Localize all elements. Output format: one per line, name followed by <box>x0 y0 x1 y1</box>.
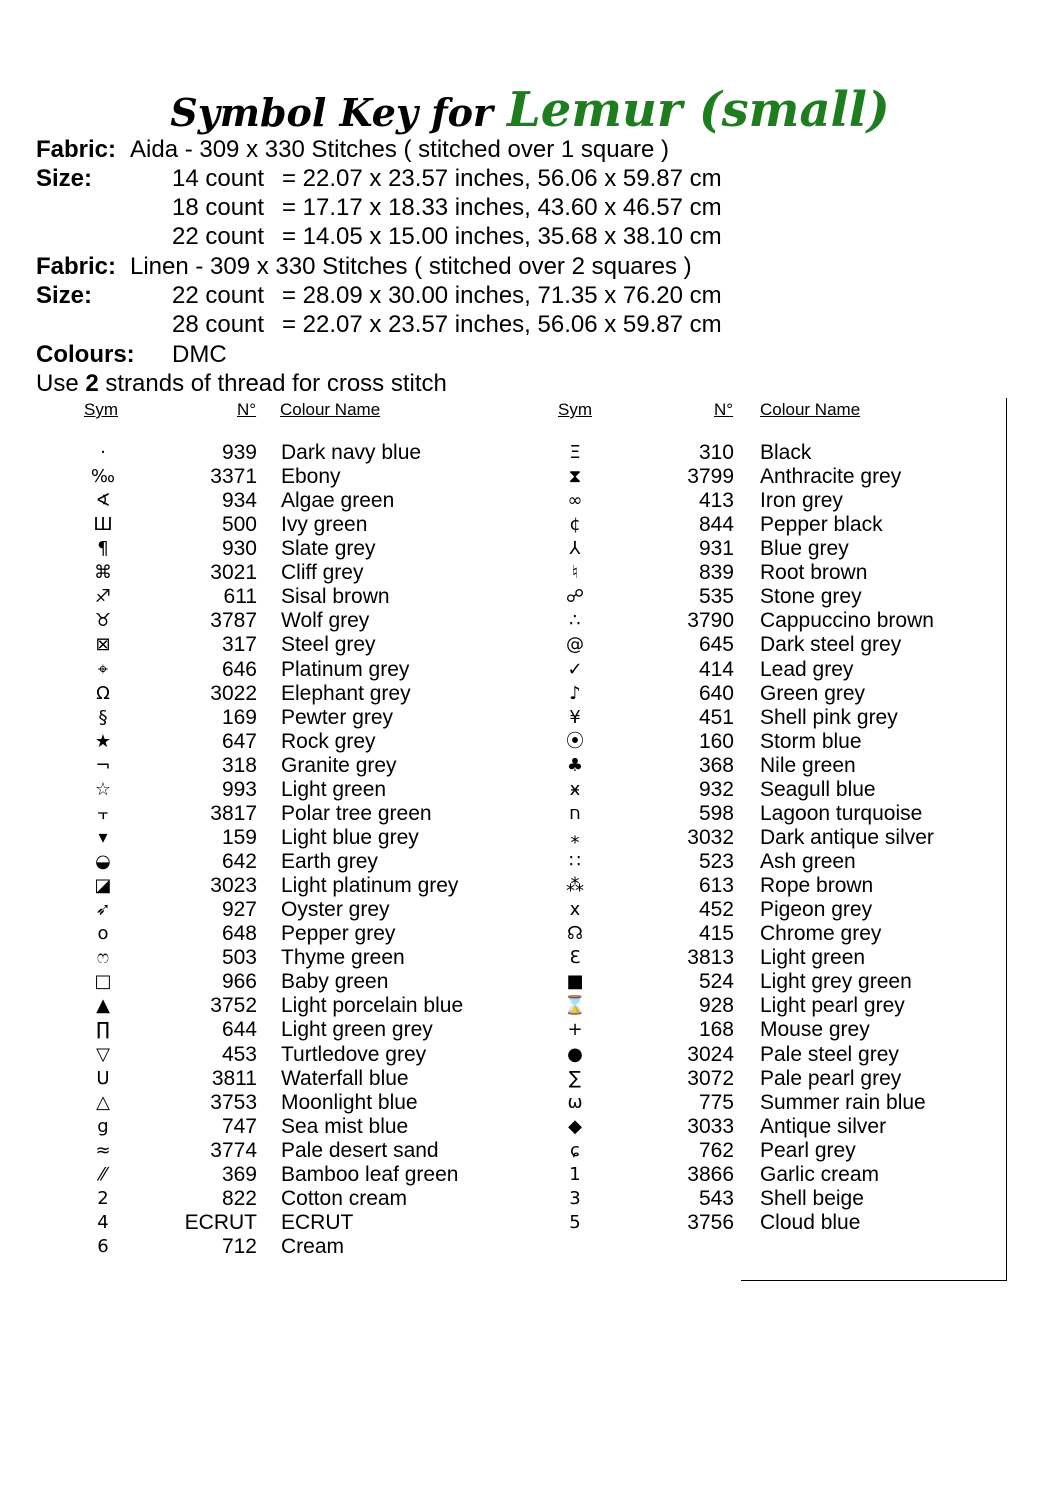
colour-name: Black <box>760 441 812 464</box>
header-sym-left: Sym <box>84 400 118 419</box>
dmc-number: 3799 <box>687 465 734 489</box>
dmc-number: 844 <box>698 513 734 537</box>
dmc-number: 169 <box>221 705 257 729</box>
colour-name: Ebony <box>281 465 341 489</box>
symbol-glyph: ♐ <box>94 586 112 608</box>
symbol-glyph: ‰ <box>90 466 116 488</box>
colour-name: Pewter grey <box>281 705 394 729</box>
dmc-number: 931 <box>698 537 734 561</box>
colour-name: Lead grey <box>760 657 854 681</box>
size-count: 28 count <box>172 311 265 338</box>
table-row <box>0 682 1060 706</box>
linen-fabric-text: Linen - 309 x 330 Stitches ( stitched over 2 squares ) <box>130 253 692 280</box>
colour-name: Anthracite grey <box>760 465 902 489</box>
dmc-number: 3787 <box>210 609 257 633</box>
dmc-number: 613 <box>698 874 734 898</box>
colour-name: Root brown <box>760 561 868 585</box>
dmc-number: 543 <box>698 1186 734 1210</box>
colour-name: Mouse grey <box>760 1018 870 1042</box>
size-count: 14 count <box>172 165 265 192</box>
colour-name: Pale steel grey <box>760 1042 899 1066</box>
colour-name: Baby green <box>281 970 389 994</box>
symbol-glyph: x <box>569 899 581 921</box>
colour-name: Light green <box>760 946 866 970</box>
table-row <box>0 778 1060 802</box>
symbol-glyph: ¶ <box>97 538 109 560</box>
symbol-glyph: 1 <box>569 1163 581 1185</box>
table-row <box>0 441 1060 465</box>
colour-name: Light green <box>281 777 387 801</box>
dmc-number: 747 <box>221 1114 257 1138</box>
right-border-line <box>1006 398 1007 1280</box>
fabric-label: Fabric: <box>36 136 117 163</box>
symbol-glyph: ¥ <box>569 706 581 728</box>
symbol-glyph: ■ <box>566 971 584 993</box>
strands-count: 2 <box>85 370 99 397</box>
symbol-glyph: ∞ <box>567 490 583 512</box>
symbol-glyph: 6 <box>97 1235 109 1257</box>
dmc-number: 500 <box>221 513 257 537</box>
colour-name: Garlic cream <box>760 1162 880 1186</box>
dmc-number: 3023 <box>210 874 257 898</box>
dmc-number: 927 <box>221 898 257 922</box>
colour-name: Shell pink grey <box>760 705 898 729</box>
dmc-number: 3022 <box>210 681 257 705</box>
symbol-glyph: ➶ <box>95 899 111 921</box>
colour-name: Algae green <box>281 489 395 513</box>
dmc-number: 930 <box>221 537 257 561</box>
table-row <box>0 1115 1060 1139</box>
symbol-glyph: o <box>97 923 109 945</box>
size-label: Size: <box>36 282 93 309</box>
symbol-glyph: ⁄⁄ <box>99 1163 106 1185</box>
symbol-glyph: 5 <box>569 1211 581 1233</box>
symbol-glyph: △ <box>96 1091 110 1113</box>
table-row <box>0 826 1060 850</box>
colour-name: Slate grey <box>281 537 376 561</box>
colour-name: Earth grey <box>281 850 378 874</box>
dmc-number: 160 <box>698 729 734 753</box>
symbol-glyph: + <box>567 1019 583 1041</box>
colour-name: Cotton cream <box>281 1186 408 1210</box>
dmc-number: 3817 <box>210 801 257 825</box>
symbol-glyph: ★ <box>94 730 112 752</box>
dmc-number: 168 <box>698 1018 734 1042</box>
symbol-glyph: ⅄ <box>569 538 581 560</box>
dmc-number: 3032 <box>687 825 734 849</box>
symbol-glyph: ♮ <box>571 562 579 584</box>
symbol-glyph: 3 <box>569 1187 581 1209</box>
colour-name: Light platinum grey <box>281 874 459 898</box>
colour-name: Rope brown <box>760 874 874 898</box>
colour-name: Chrome grey <box>760 922 882 946</box>
symbol-glyph: ≈ <box>95 1139 111 1161</box>
size-dims: = 14.05 x 15.00 inches, 35.68 x 38.10 cm <box>282 223 722 250</box>
dmc-number: 3756 <box>687 1210 734 1234</box>
strands-post: strands of thread for cross stitch <box>98 370 447 397</box>
symbol-glyph: ⁎ <box>570 826 580 848</box>
symbol-glyph: ∑ <box>568 1067 582 1089</box>
dmc-number: 523 <box>698 850 734 874</box>
colour-name: Pigeon grey <box>760 898 873 922</box>
dmc-number: 839 <box>698 561 734 585</box>
table-row <box>0 1018 1060 1042</box>
colour-name: Sisal brown <box>281 585 390 609</box>
dmc-number: 966 <box>221 970 257 994</box>
colour-name: Cliff grey <box>281 561 364 585</box>
symbol-glyph: ∴ <box>569 610 581 632</box>
symbol-glyph: ⧗ <box>568 466 582 488</box>
colour-name: Light porcelain blue <box>281 994 464 1018</box>
table-row <box>0 874 1060 898</box>
colour-name: Granite grey <box>281 753 397 777</box>
symbol-glyph: Ξ <box>569 442 581 463</box>
colour-name: Steel grey <box>281 633 376 657</box>
aida-fabric-text: Aida - 309 x 330 Stitches ( stitched over 1 square ) <box>130 136 669 163</box>
size-dims: = 22.07 x 23.57 inches, 56.06 x 59.87 cm <box>282 311 722 338</box>
aida-fabric-line <box>36 135 669 164</box>
dmc-number: 535 <box>698 585 734 609</box>
dmc-number: 310 <box>698 441 734 464</box>
dmc-number: 928 <box>698 994 734 1018</box>
colour-name: Wolf grey <box>281 609 370 633</box>
dmc-number: 762 <box>698 1138 734 1162</box>
table-row <box>0 537 1060 561</box>
symbol-glyph: ◪ <box>94 875 112 897</box>
fabric-label: Fabric: <box>36 253 117 280</box>
symbol-glyph: ✓ <box>567 658 583 680</box>
symbol-glyph: ∷ <box>569 851 581 873</box>
symbol-glyph: ☍ <box>565 586 585 608</box>
dmc-number: 598 <box>698 801 734 825</box>
colour-name: Shell beige <box>760 1186 864 1210</box>
dmc-number: 3813 <box>687 946 734 970</box>
dmc-number: 524 <box>698 970 734 994</box>
colour-name: Storm blue <box>760 729 862 753</box>
dmc-number: 453 <box>221 1042 257 1066</box>
symbol-glyph: ∏ <box>96 1019 110 1041</box>
colour-name: Moonlight blue <box>281 1090 418 1114</box>
colour-name: Dark antique silver <box>760 825 934 849</box>
dmc-number: 368 <box>698 753 734 777</box>
colour-name: Dark navy blue <box>281 441 422 464</box>
symbol-glyph: 2 <box>97 1187 109 1209</box>
symbol-glyph: ☊ <box>567 923 583 945</box>
bottom-border-line <box>741 1280 1007 1281</box>
colour-name: Cappuccino brown <box>760 609 934 633</box>
size-count: 22 count <box>172 223 265 250</box>
symbol-glyph: ⊠ <box>95 634 111 656</box>
colour-name: Ivy green <box>281 513 368 537</box>
colour-name: Light green grey <box>281 1018 433 1042</box>
header-num-left: N° <box>237 400 257 419</box>
symbol-glyph: ෆ <box>96 947 110 969</box>
table-row <box>0 1235 1060 1259</box>
symbol-glyph: · <box>100 442 106 463</box>
colour-name: Pale pearl grey <box>760 1066 902 1090</box>
dmc-number: 369 <box>221 1162 257 1186</box>
symbol-glyph: § <box>98 706 108 728</box>
colour-name: Elephant grey <box>281 681 411 705</box>
dmc-number: 415 <box>698 922 734 946</box>
linen-size-line-1 <box>36 281 722 310</box>
dmc-number: 3774 <box>210 1138 257 1162</box>
header-num-right: N° <box>714 400 734 419</box>
dmc-number: 3752 <box>210 994 257 1018</box>
symbol-glyph: ⌖ <box>97 658 109 680</box>
dmc-number: 3371 <box>210 465 257 489</box>
size-dims: = 17.17 x 18.33 inches, 43.60 x 46.57 cm <box>282 194 722 221</box>
table-row <box>0 730 1060 754</box>
strands-pre: Use <box>36 370 86 397</box>
title-prefix: Symbol Key for <box>170 90 493 135</box>
size-count: 22 count <box>172 282 265 309</box>
pattern-name: Lemur (small) <box>506 82 890 138</box>
symbol-glyph: Ω <box>96 682 110 704</box>
table-row <box>0 633 1060 657</box>
symbol-glyph: ח <box>569 802 581 824</box>
size-dims: = 28.09 x 30.00 inches, 71.35 x 76.20 cm <box>282 282 722 309</box>
table-row <box>0 513 1060 537</box>
symbol-glyph: ◆ <box>568 1115 582 1137</box>
symbol-glyph: ɕ <box>570 1139 580 1161</box>
symbol-glyph: ⫟ <box>97 802 109 824</box>
dmc-number: 939 <box>221 441 257 464</box>
colour-name: Polar tree green <box>281 801 432 825</box>
dmc-number: 413 <box>698 489 734 513</box>
dmc-number: 934 <box>221 489 257 513</box>
dmc-number: 3866 <box>687 1162 734 1186</box>
symbol-glyph: ¬ <box>95 754 111 776</box>
colour-name: Pale desert sand <box>281 1138 439 1162</box>
dmc-number: 775 <box>698 1090 734 1114</box>
symbol-glyph: ⦿ <box>566 730 584 752</box>
colour-name: Dark steel grey <box>760 633 902 657</box>
symbol-glyph: □ <box>94 971 112 993</box>
symbol-glyph: ⌘ <box>94 562 112 584</box>
dmc-number: 3753 <box>210 1090 257 1114</box>
table-row <box>0 585 1060 609</box>
colour-name: Light blue grey <box>281 825 419 849</box>
colour-name: Blue grey <box>760 537 849 561</box>
symbol-glyph: ¢ <box>569 514 581 536</box>
table-row <box>0 1139 1060 1163</box>
dmc-number: 159 <box>221 825 257 849</box>
colour-name: Cream <box>281 1234 345 1258</box>
header-sym-right: Sym <box>558 400 592 419</box>
colour-name: Waterfall blue <box>281 1066 409 1090</box>
colour-name: Oyster grey <box>281 898 390 922</box>
dmc-number: 3021 <box>210 561 257 585</box>
table-row <box>0 706 1060 730</box>
symbol-glyph: Ս <box>96 1067 110 1089</box>
symbol-glyph: ▲ <box>96 995 110 1017</box>
dmc-number: 317 <box>221 633 257 657</box>
colour-name: Sea mist blue <box>281 1114 409 1138</box>
dmc-number: 644 <box>221 1018 257 1042</box>
symbol-glyph: ▾ <box>98 826 108 848</box>
colour-name: ECRUT <box>281 1210 354 1234</box>
size-count: 18 count <box>172 194 265 221</box>
symbol-glyph: 4 <box>97 1211 109 1233</box>
dmc-number: 611 <box>223 585 257 609</box>
symbol-glyph: ӿ <box>569 778 581 800</box>
colour-name: Pepper black <box>760 513 883 537</box>
dmc-number: 414 <box>698 657 734 681</box>
symbol-glyph: ♪ <box>569 682 581 704</box>
dmc-number: 642 <box>221 850 257 874</box>
table-row <box>0 946 1060 970</box>
colour-name: Pepper grey <box>281 922 396 946</box>
table-row <box>0 489 1060 513</box>
dmc-number: 3072 <box>687 1066 734 1090</box>
colour-name: Pearl grey <box>760 1138 856 1162</box>
dmc-number: 452 <box>698 898 734 922</box>
colour-name: Rock grey <box>281 729 376 753</box>
colour-name: Lagoon turquoise <box>760 801 923 825</box>
symbol-glyph: ♉ <box>94 610 112 632</box>
symbol-glyph: @ <box>566 634 584 656</box>
dmc-number: 932 <box>698 777 734 801</box>
dmc-number: 503 <box>221 946 257 970</box>
symbol-glyph: ♣ <box>566 754 584 776</box>
size-label: Size: <box>36 165 93 192</box>
table-row <box>0 754 1060 778</box>
symbol-glyph: ⌛ <box>563 995 587 1017</box>
symbol-glyph: ω <box>567 1091 583 1113</box>
table-row <box>0 1187 1060 1211</box>
colour-name: Stone grey <box>760 585 862 609</box>
table-row <box>0 994 1060 1018</box>
header-name-left: Colour Name <box>280 400 381 419</box>
dmc-number: 3811 <box>211 1066 257 1090</box>
symbol-glyph: ● <box>567 1043 583 1065</box>
dmc-number: 3033 <box>687 1114 734 1138</box>
symbol-glyph: ⁂ <box>566 875 584 897</box>
dmc-number: 3790 <box>687 609 734 633</box>
colour-name: Light pearl grey <box>760 994 905 1018</box>
symbol-glyph: ☆ <box>94 778 112 800</box>
size-dims: = 22.07 x 23.57 inches, 56.06 x 59.87 cm <box>282 165 722 192</box>
colours-value: DMC <box>172 341 227 368</box>
table-row <box>0 850 1060 874</box>
colour-name: Platinum grey <box>281 657 410 681</box>
dmc-number: 648 <box>221 922 257 946</box>
header-name-right: Colour Name <box>760 400 861 419</box>
colour-name: Nile green <box>760 753 856 777</box>
symbol-glyph: ∢ <box>95 490 111 512</box>
table-row <box>0 970 1060 994</box>
dmc-number: 640 <box>698 681 734 705</box>
dmc-number: 993 <box>221 777 257 801</box>
dmc-number: 3024 <box>687 1042 734 1066</box>
dmc-number: 645 <box>698 633 734 657</box>
dmc-number: ECRUT <box>184 1210 257 1234</box>
strands-line <box>36 369 447 398</box>
symbol-glyph: ◒ <box>95 851 111 873</box>
colour-name: Turtledove grey <box>281 1042 427 1066</box>
table-row <box>0 658 1060 682</box>
colours-line <box>36 340 227 369</box>
dmc-number: 646 <box>221 657 257 681</box>
symbol-glyph: g <box>97 1115 109 1137</box>
symbol-glyph: Ш <box>93 514 113 536</box>
colour-name: Summer rain blue <box>760 1090 926 1114</box>
colour-name: Green grey <box>760 681 866 705</box>
table-row <box>0 561 1060 585</box>
colour-name: Thyme green <box>281 946 405 970</box>
dmc-number: 822 <box>221 1186 257 1210</box>
dmc-number: 318 <box>221 753 257 777</box>
colour-name: Ash green <box>760 850 856 874</box>
aida-size-line-1 <box>36 164 722 193</box>
colours-label: Colours: <box>36 341 135 368</box>
symbol-glyph: ▽ <box>96 1043 110 1065</box>
colour-name: Cloud blue <box>760 1210 861 1234</box>
colour-name: Iron grey <box>760 489 843 513</box>
page-title <box>0 82 1060 138</box>
table-row <box>0 609 1060 633</box>
dmc-number: 647 <box>221 729 257 753</box>
table-row <box>0 1163 1060 1187</box>
colour-name: Seagull blue <box>760 777 876 801</box>
linen-fabric-line <box>36 252 692 281</box>
dmc-number: 712 <box>221 1234 257 1258</box>
colour-name: Bamboo leaf green <box>281 1162 459 1186</box>
dmc-number: 451 <box>698 705 734 729</box>
table-row <box>0 465 1060 489</box>
colour-name: Antique silver <box>760 1114 887 1138</box>
table-row <box>0 1043 1060 1067</box>
table-row <box>0 898 1060 922</box>
table-row <box>0 1091 1060 1115</box>
table-row <box>0 1067 1060 1091</box>
table-row <box>0 922 1060 946</box>
symbol-glyph: Ɛ <box>569 947 581 969</box>
table-row <box>0 1211 1060 1235</box>
colour-name: Light grey green <box>760 970 912 994</box>
table-row <box>0 802 1060 826</box>
